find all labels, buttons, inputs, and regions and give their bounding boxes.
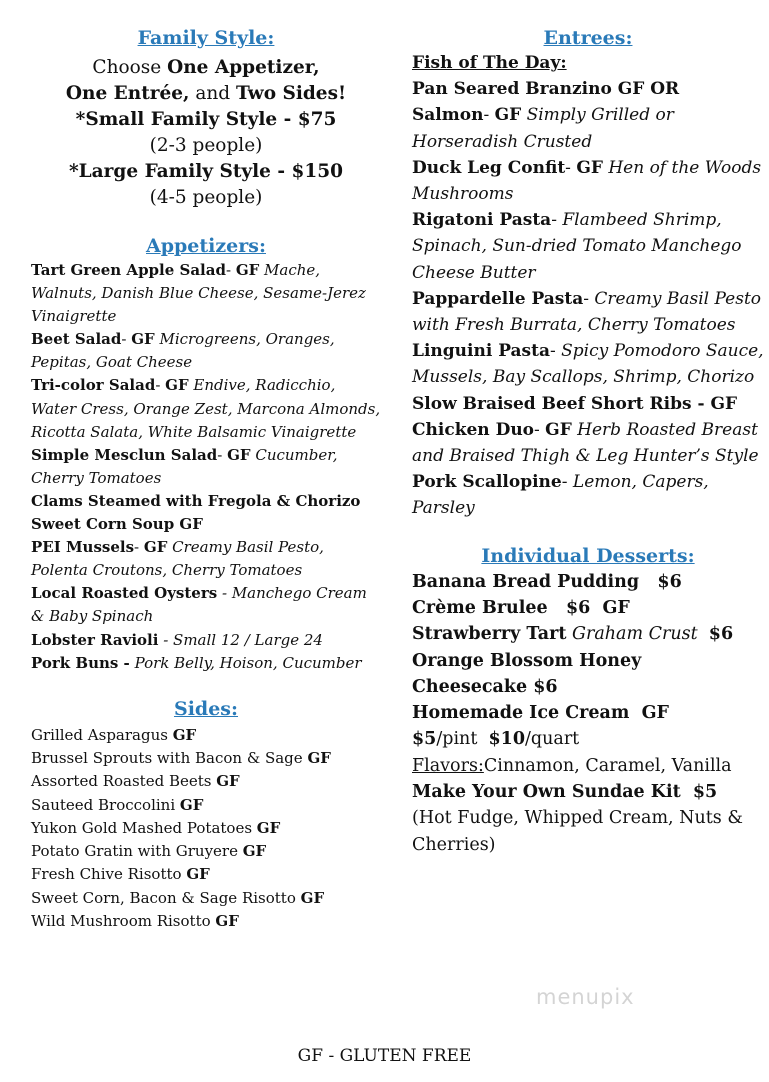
appetizers-section [31,235,381,675]
appetizer-sep: - [217,445,228,464]
side-gf: GF [179,795,204,814]
entrees-heading: Entrees: [543,27,633,49]
appetizers-heading: Appetizers: [146,235,266,257]
side-gf: GF [216,772,240,791]
side-gf: GF [215,912,239,931]
dessert-sundae-kit: Make Your Own Sundae Kit $5 [412,782,718,803]
appetizer-gf: GF [227,445,251,464]
side-potato-gratin-with-gruyere [31,840,381,863]
side-gf: GF [307,748,331,767]
entree-name: Duck Leg Confit [412,157,566,178]
dessert-homemade-ice-cream: Homemade Ice Cream GF [412,703,669,724]
appetizer-name: Local Roasted Oysters [31,584,218,603]
small-family-people: (2-3 people) [149,135,263,156]
entree-sep: - [551,210,563,231]
side-name: Wild Mushroom Risotto [31,912,216,931]
sundae-kit-description: (Hot Fudge, Whipped Cream, Nuts & Cherries) [412,808,743,855]
entree-pappardelle-pasta [412,286,764,338]
side-name: Yukon Gold Mashed Potatoes [31,818,257,837]
appetizer-name: PEI Mussels [31,538,135,557]
entree-gf: GF [545,419,572,440]
dessert-strawberry-tart: Strawberry Tart Graham Crust $6 [412,624,734,645]
side-gf: GF [300,888,325,907]
entree-pork-scallopine [412,469,764,521]
side-brussel-sprouts-with-bacon-sage [31,747,381,770]
appetizer-desc: Endive, Radicchio, Water Cress, Orange Zest, Marcona Almonds, Ricotta Salata, White Balsamic Vinaigrette [31,376,381,441]
side-gf: GF [186,865,210,884]
side-name: Sauteed Broccolini [31,795,180,814]
entree-slow-braised-beef-short-ribs-gf [412,391,764,417]
dessert-orange-blossom-line-2: Cheesecake $6 [412,676,558,697]
entree-sep: - [583,288,595,309]
entree-duck-leg-confit [412,155,764,207]
entree-name: Salmon [412,105,484,126]
appetizer-name: Tart Green Apple Salad [31,261,226,279]
appetizer-beet-salad [31,328,381,374]
appetizer-gf: GF [131,330,155,349]
desserts-section [412,545,764,858]
large-family-style: *Large Family Style - $150 [69,161,343,182]
side-gf: GF [256,818,281,837]
appetizer-desc: Cucumber, Cherry Tomatoes [31,445,338,487]
side-sweet-corn-bacon-sage-risotto [31,887,381,910]
entree-desc: Simply Grilled or Horseradish Crusted [412,105,674,152]
entree-linguini-pasta [412,338,764,390]
side-wild-mushroom-risotto [31,910,381,933]
side-name: Grilled Asparagus [31,725,173,744]
entree-chicken-duo [412,417,764,469]
entree-desc: Lemon, Capers, Parsley [412,472,709,519]
side-name: Potato Gratin with Gruyere [31,842,243,861]
entree-sep: - [561,472,573,493]
appetizer-tart-green-apple-salad [31,259,381,328]
entree-sep: - [534,419,546,440]
appetizer-name: Tri-color Salad [31,376,156,395]
entree-sep: - [565,157,577,178]
right-column [412,0,764,858]
dessert-orange-blossom-line-1: Orange Blossom Honey [412,650,642,671]
appetizer-simple-mesclun-salad [31,444,381,490]
appetizer-desc: - Manchego Cream & Baby Spinach [31,584,367,626]
side-name: Sweet Corn, Bacon & Sage Risotto [31,888,301,907]
appetizer-name: Clams Steamed with Fregola & Chorizo [31,491,361,510]
side-name: Assorted Roasted Beets [31,772,217,791]
entree-desc: Hen of the Woods Mushrooms [412,157,762,205]
entree-gf: GF [494,105,522,126]
appetizer-sep: - [155,376,166,395]
appetizers-list [31,259,381,675]
fish-of-the-day-label: Fish of The Day: [412,53,567,73]
sides-section [31,698,381,934]
entrees-list [412,102,764,521]
appetizer-sep: - [121,330,132,349]
entree-salmon [412,102,764,154]
entree-name: Slow Braised Beef Short Ribs - GF [412,393,738,414]
side-name: Fresh Chive Risotto [31,865,187,884]
entree-name: Pappardelle Pasta [412,288,584,309]
appetizer-name: Pork Buns - [31,653,130,672]
side-sauteed-broccolini [31,794,381,817]
small-family-style: *Small Family Style - $75 [75,109,337,130]
entree-name: Rigatoni Pasta [412,210,552,231]
entree-desc: Flambeed Shrimp, Spinach, Sun-dried Tomato Manchego Cheese Butter [412,210,742,283]
gluten-free-footer: GF - GLUTEN FREE [297,1046,472,1066]
side-gf: GF [172,725,197,744]
entree-name: Pork Scallopine [412,472,562,493]
appetizer-sep: - [134,538,144,557]
dessert-banana-bread-pudding: Banana Bread Pudding $6 [412,571,682,592]
appetizer-sep: - [225,261,236,279]
entree-desc: Spicy Pomodoro Sauce, Mussels, Bay Scallops, Shrimp, Chorizo [412,341,764,388]
appetizer-desc: Microgreens, Oranges, Pepitas, Goat Cheese [31,330,335,372]
appetizer-gf: GF [235,261,260,279]
family-style-heading: Family Style: [137,27,275,49]
appetizer-name: Sweet Corn Soup GF [31,515,203,534]
family-choose-line-2: One Entrée, and Two Sides! [65,83,347,104]
sides-list [31,724,381,934]
entrees-section [412,27,764,522]
entree-sep: - [483,105,495,126]
entree-desc: Creamy Basil Pesto with Fresh Burrata, Cherry Tomatoes [412,288,762,336]
entree-gf: GF [576,157,603,178]
appetizer-name: Beet Salad [31,330,122,349]
menupix-watermark: menupix [536,985,635,1009]
sides-heading: Sides: [173,697,239,720]
side-gf: GF [242,842,267,861]
appetizer-tri-color-salad [31,374,381,443]
appetizer-sweet-corn-soup-gf [31,513,381,536]
appetizer-desc: Creamy Basil Pesto, Polenta Croutons, Cherry Tomatoes [31,538,324,580]
dessert-creme-brulee: Crème Brulee $6 GF [412,597,630,618]
side-name: Brussel Sprouts with Bacon & Sage [31,748,308,767]
large-family-people: (4-5 people) [149,187,263,208]
appetizer-desc: - Small 12 / Large 24 [163,630,323,649]
entree-desc: Herb Roasted Breast and Braised Thigh & Leg Hunter’s Style [412,419,759,467]
side-yukon-gold-mashed-potatoes [31,817,381,840]
side-assorted-roasted-beets [31,770,381,793]
left-column [31,0,381,933]
family-choose-line-1: Choose One Appetizer, [92,57,320,78]
appetizer-pork-buns [31,652,381,675]
entree-name: Linguini Pasta [412,341,550,362]
appetizer-name: Lobster Ravioli [31,630,159,649]
fish-of-the-day-item: Pan Seared Branzino GF OR [412,79,680,100]
entree-sep: - [550,341,562,362]
appetizer-desc: Mache, Walnuts, Danish Blue Cheese, Sesame-Jerez Vinaigrette [31,261,366,326]
entree-rigatoni-pasta [412,207,764,286]
appetizer-gf: GF [165,376,189,395]
side-fresh-chive-risotto [31,863,381,886]
ice-cream-flavors: Flavors:Cinnamon, Caramel, Vanilla [412,755,732,776]
appetizer-gf: GF [143,538,168,557]
ice-cream-prices: $5/pint $10/quart [412,729,580,750]
appetizer-local-roasted-oysters [31,582,381,628]
family-style-section [31,27,381,211]
appetizer-lobster-ravioli [31,629,381,652]
entree-name: Chicken Duo [412,419,535,440]
appetizer-pei-mussels [31,536,381,582]
appetizer-desc: Pork Belly, Hoison, Cucumber [134,653,362,672]
desserts-heading: Individual Desserts: [481,544,695,567]
side-grilled-asparagus [31,724,381,747]
appetizer-clams-steamed-with-fregola-chorizo [31,490,381,513]
appetizer-name: Simple Mesclun Salad [31,445,218,464]
